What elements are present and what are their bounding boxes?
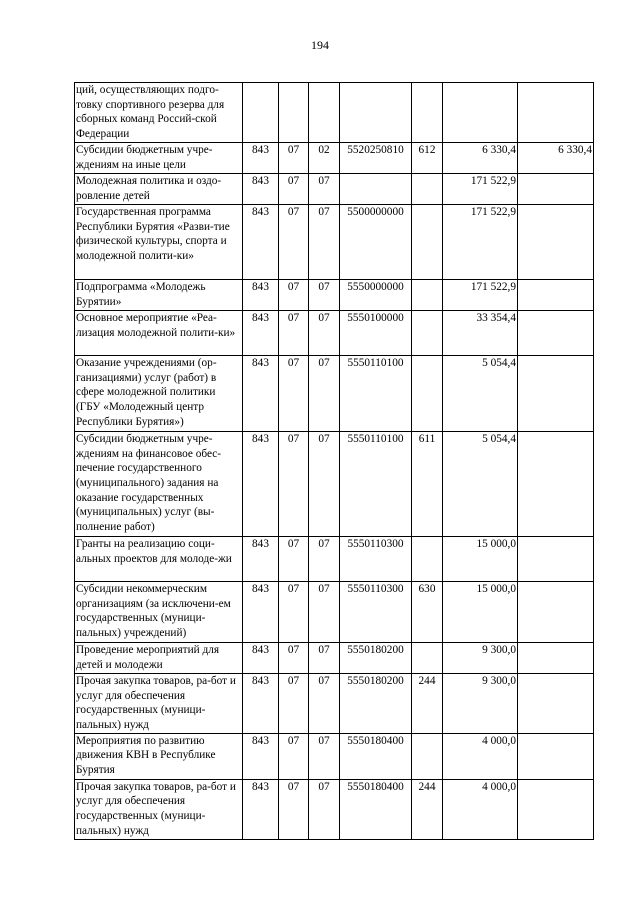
ministry-code-cell: 843 bbox=[243, 279, 279, 310]
amount-secondary-cell bbox=[518, 642, 594, 673]
subsection-code-cell: 07 bbox=[309, 673, 340, 733]
target-code-cell: 5500000000 bbox=[340, 204, 412, 279]
section-code-cell: 07 bbox=[279, 173, 309, 204]
amount-cell: 33 354,4 bbox=[443, 310, 518, 355]
subsection-code-cell: 07 bbox=[309, 355, 340, 431]
amount-secondary-cell bbox=[518, 279, 594, 310]
ministry-code-cell: 843 bbox=[243, 173, 279, 204]
ministry-code-cell: 843 bbox=[243, 642, 279, 673]
expense-type-cell bbox=[412, 173, 443, 204]
subsection-code-cell: 07 bbox=[309, 536, 340, 581]
target-code-cell: 5520250810 bbox=[340, 142, 412, 173]
ministry-code-cell bbox=[243, 83, 279, 143]
table-row bbox=[75, 673, 594, 733]
expense-name-cell: ций, осуществляющих подго-товку спортивного резерва для сборных команд Россий-ской Федерации bbox=[75, 83, 243, 143]
table-row bbox=[75, 642, 594, 673]
table-row bbox=[75, 581, 594, 642]
ministry-code-cell: 843 bbox=[243, 431, 279, 536]
expense-type-cell: 612 bbox=[412, 142, 443, 173]
table-row bbox=[75, 355, 594, 431]
section-code-cell: 07 bbox=[279, 310, 309, 355]
expense-type-cell: 244 bbox=[412, 779, 443, 839]
table-row bbox=[75, 779, 594, 839]
ministry-code-cell: 843 bbox=[243, 536, 279, 581]
expense-name-cell: Гранты на реализацию соци-альных проектов для молоде-жи bbox=[75, 536, 243, 581]
section-code-cell bbox=[279, 83, 309, 143]
table-row bbox=[75, 536, 594, 581]
target-code-cell: 5550110100 bbox=[340, 431, 412, 536]
section-code-cell: 07 bbox=[279, 642, 309, 673]
expense-name-cell: Проведение мероприятий для детей и молодежи bbox=[75, 642, 243, 673]
subsection-code-cell: 02 bbox=[309, 142, 340, 173]
amount-secondary-cell bbox=[518, 673, 594, 733]
expense-name-cell: Оказание учреждениями (ор-ганизациями) услуг (работ) в сфере молодежной политики (ГБУ «Молодежный центр Республики Бурятия») bbox=[75, 355, 243, 431]
subsection-code-cell: 07 bbox=[309, 173, 340, 204]
table-row bbox=[75, 173, 594, 204]
expense-type-cell: 630 bbox=[412, 581, 443, 642]
amount-cell: 171 522,9 bbox=[443, 279, 518, 310]
expense-type-cell bbox=[412, 204, 443, 279]
amount-secondary-cell: 6 330,4 bbox=[518, 142, 594, 173]
subsection-code-cell: 07 bbox=[309, 779, 340, 839]
section-code-cell: 07 bbox=[279, 733, 309, 779]
amount-secondary-cell bbox=[518, 204, 594, 279]
amount-secondary-cell bbox=[518, 431, 594, 536]
ministry-code-cell: 843 bbox=[243, 779, 279, 839]
amount-secondary-cell bbox=[518, 173, 594, 204]
target-code-cell: 5550110300 bbox=[340, 536, 412, 581]
amount-cell: 9 300,0 bbox=[443, 642, 518, 673]
amount-cell: 9 300,0 bbox=[443, 673, 518, 733]
expense-name-cell: Мероприятия по развитию движения КВН в Республике Бурятия bbox=[75, 733, 243, 779]
target-code-cell: 5550180200 bbox=[340, 673, 412, 733]
expense-type-cell bbox=[412, 310, 443, 355]
amount-secondary-cell bbox=[518, 733, 594, 779]
amount-secondary-cell bbox=[518, 355, 594, 431]
expense-type-cell: 244 bbox=[412, 673, 443, 733]
section-code-cell: 07 bbox=[279, 279, 309, 310]
expense-type-cell bbox=[412, 83, 443, 143]
subsection-code-cell: 07 bbox=[309, 581, 340, 642]
subsection-code-cell: 07 bbox=[309, 204, 340, 279]
amount-cell: 6 330,4 bbox=[443, 142, 518, 173]
expense-name-cell: Прочая закупка товаров, ра-бот и услуг для обеспечения государственных (муници-пальных) нужд bbox=[75, 779, 243, 839]
ministry-code-cell: 843 bbox=[243, 310, 279, 355]
table-row bbox=[75, 83, 594, 143]
expense-type-cell bbox=[412, 355, 443, 431]
target-code-cell bbox=[340, 173, 412, 204]
page-number: 194 bbox=[311, 38, 329, 52]
amount-secondary-cell bbox=[518, 581, 594, 642]
section-code-cell: 07 bbox=[279, 581, 309, 642]
ministry-code-cell: 843 bbox=[243, 204, 279, 279]
section-code-cell: 07 bbox=[279, 204, 309, 279]
expense-name-cell: Прочая закупка товаров, ра-бот и услуг для обеспечения государственных (муници-пальных) нужд bbox=[75, 673, 243, 733]
amount-cell: 15 000,0 bbox=[443, 581, 518, 642]
amount-cell: 5 054,4 bbox=[443, 431, 518, 536]
table-row bbox=[75, 310, 594, 355]
expense-name-cell: Государственная программа Республики Бурятия «Разви-тие физической культуры, спорта и молодежной полити-ки» bbox=[75, 204, 243, 279]
amount-cell: 5 054,4 bbox=[443, 355, 518, 431]
amount-secondary-cell bbox=[518, 310, 594, 355]
section-code-cell: 07 bbox=[279, 431, 309, 536]
ministry-code-cell: 843 bbox=[243, 142, 279, 173]
target-code-cell: 5550100000 bbox=[340, 310, 412, 355]
amount-secondary-cell bbox=[518, 779, 594, 839]
expense-name-cell: Молодежная политика и оздо-ровление детей bbox=[75, 173, 243, 204]
expense-name-cell: Субсидии бюджетным учре-ждениям на иные цели bbox=[75, 142, 243, 173]
expense-type-cell bbox=[412, 536, 443, 581]
expense-name-cell: Субсидии бюджетным учре-ждениям на финансовое обес-печение государственного (муниципального) задания на оказание государственных (муниципальных) услуг (вы-полнение работ) bbox=[75, 431, 243, 536]
ministry-code-cell: 843 bbox=[243, 673, 279, 733]
budget-table bbox=[74, 82, 594, 840]
section-code-cell: 07 bbox=[279, 536, 309, 581]
target-code-cell: 5550110100 bbox=[340, 355, 412, 431]
expense-name-cell: Подпрограмма «Молодежь Бурятии» bbox=[75, 279, 243, 310]
section-code-cell: 07 bbox=[279, 142, 309, 173]
amount-cell: 171 522,9 bbox=[443, 204, 518, 279]
section-code-cell: 07 bbox=[279, 779, 309, 839]
ministry-code-cell: 843 bbox=[243, 355, 279, 431]
expense-name-cell: Основное мероприятие «Реа-лизация молодежной полити-ки» bbox=[75, 310, 243, 355]
subsection-code-cell: 07 bbox=[309, 431, 340, 536]
amount-cell: 15 000,0 bbox=[443, 536, 518, 581]
target-code-cell: 5550180200 bbox=[340, 642, 412, 673]
amount-cell bbox=[443, 83, 518, 143]
table-row bbox=[75, 279, 594, 310]
ministry-code-cell: 843 bbox=[243, 733, 279, 779]
table-row bbox=[75, 142, 594, 173]
amount-secondary-cell bbox=[518, 83, 594, 143]
subsection-code-cell: 07 bbox=[309, 733, 340, 779]
target-code-cell: 5550180400 bbox=[340, 779, 412, 839]
expense-type-cell bbox=[412, 642, 443, 673]
section-code-cell: 07 bbox=[279, 355, 309, 431]
table-row bbox=[75, 733, 594, 779]
table-row bbox=[75, 204, 594, 279]
amount-secondary-cell bbox=[518, 536, 594, 581]
subsection-code-cell: 07 bbox=[309, 310, 340, 355]
subsection-code-cell: 07 bbox=[309, 642, 340, 673]
target-code-cell: 5550180400 bbox=[340, 733, 412, 779]
ministry-code-cell: 843 bbox=[243, 581, 279, 642]
expense-type-cell bbox=[412, 733, 443, 779]
table-row bbox=[75, 431, 594, 536]
subsection-code-cell: 07 bbox=[309, 279, 340, 310]
expense-type-cell bbox=[412, 279, 443, 310]
amount-cell: 171 522,9 bbox=[443, 173, 518, 204]
amount-cell: 4 000,0 bbox=[443, 779, 518, 839]
expense-name-cell: Субсидии некоммерческим организациям (за исключени-ем государственных (муници-пальных) учреждений) bbox=[75, 581, 243, 642]
target-code-cell: 5550110300 bbox=[340, 581, 412, 642]
amount-cell: 4 000,0 bbox=[443, 733, 518, 779]
target-code-cell: 5550000000 bbox=[340, 279, 412, 310]
expense-type-cell: 611 bbox=[412, 431, 443, 536]
target-code-cell bbox=[340, 83, 412, 143]
subsection-code-cell bbox=[309, 83, 340, 143]
section-code-cell: 07 bbox=[279, 673, 309, 733]
